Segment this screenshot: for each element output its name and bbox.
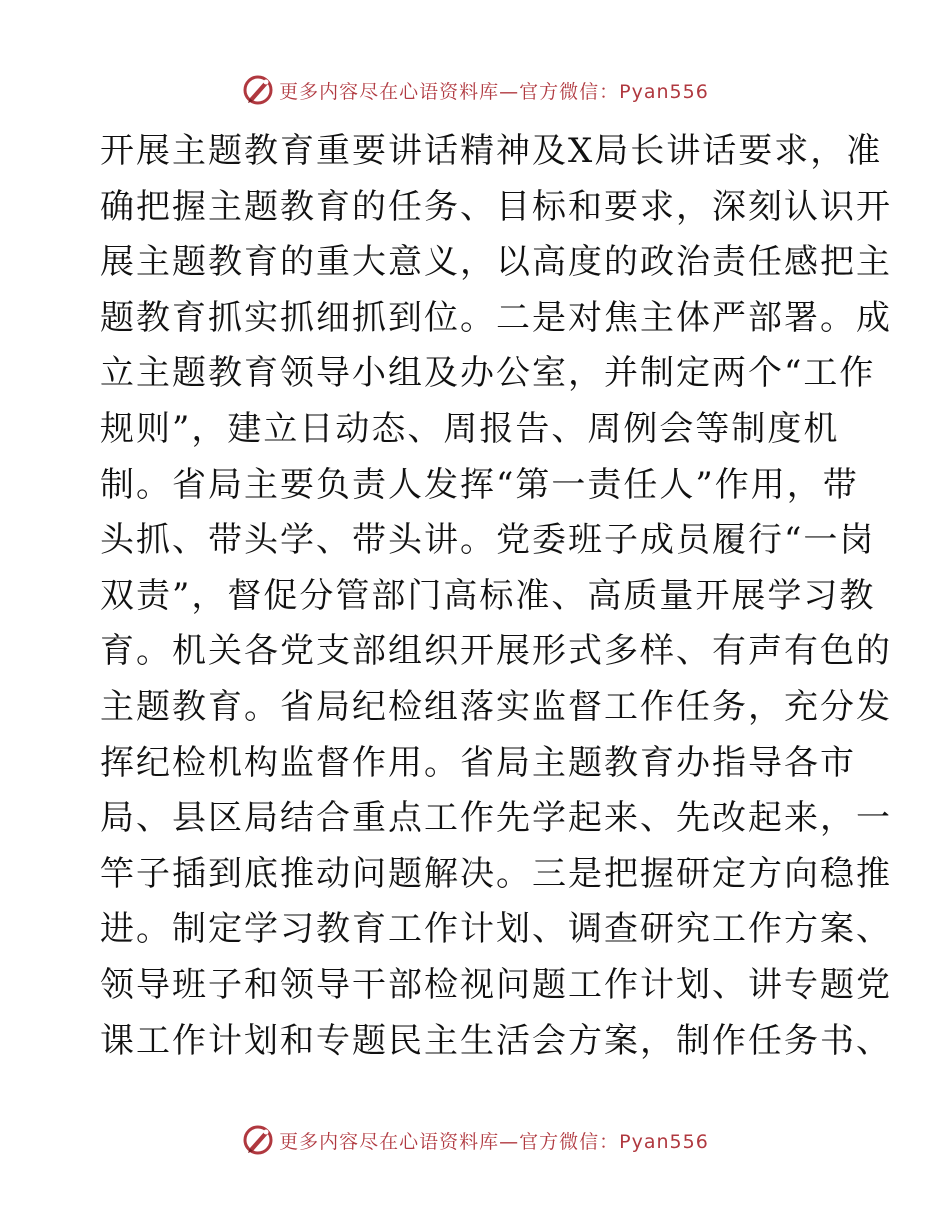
text-line: 课工作计划和专题民主生活会方案，制作任务书、 [100,1020,892,1061]
footer-banner [0,1120,950,1160]
text-line: 进。制定学习教育工作计划、调查研究工作方案、 [100,909,892,950]
header-banner [0,70,950,110]
text-line: 确把握主题教育的任务、目标和要求，深刻认识开 [100,186,892,227]
text-line: 制。省局主要负责人发挥“第一责任人”作用，带 [100,464,859,505]
text-line: 展主题教育的重大意义，以高度的政治责任感把主 [100,242,892,283]
text-line: 题教育抓实抓细抓到位。二是对焦主体严部署。成 [100,297,892,338]
text-line: 头抓、带头学、带头讲。党委班子成员履行“一岗 [100,520,876,561]
text-line: 立主题教育领导小组及办公室，并制定两个“工作 [100,353,876,394]
text-line: 挥纪检机构监督作用。省局主题教育办指导各市 [100,742,856,783]
quill-pen-logo-icon [241,73,275,107]
text-line: 领导班子和领导干部检视问题工作计划、讲专题党 [100,964,892,1005]
footer-banner-text: 更多内容尽在心语资料库—官方微信：Pyan556 [279,1130,709,1153]
text-line: 双责”，督促分管部门高标准、高质量开展学习教 [100,575,876,616]
text-line: 规则”，建立日动态、周报告、周例会等制度机 [100,408,840,449]
document-body [100,124,892,1069]
header-banner-text: 更多内容尽在心语资料库—官方微信：Pyan556 [279,80,709,103]
text-line: 开展主题教育重要讲话精神及X局长讲话要求，准 [100,131,883,171]
quill-pen-logo-icon [241,1123,275,1157]
text-line: 竿子插到底推动问题解决。三是把握研定方向稳推 [100,853,892,894]
text-line: 主题教育。省局纪检组落实监督工作任务，充分发 [100,686,892,727]
text-line: 育。机关各党支部组织开展形式多样、有声有色的 [100,631,892,672]
text-line: 局、县区局结合重点工作先学起来、先改起来，一 [100,798,892,839]
